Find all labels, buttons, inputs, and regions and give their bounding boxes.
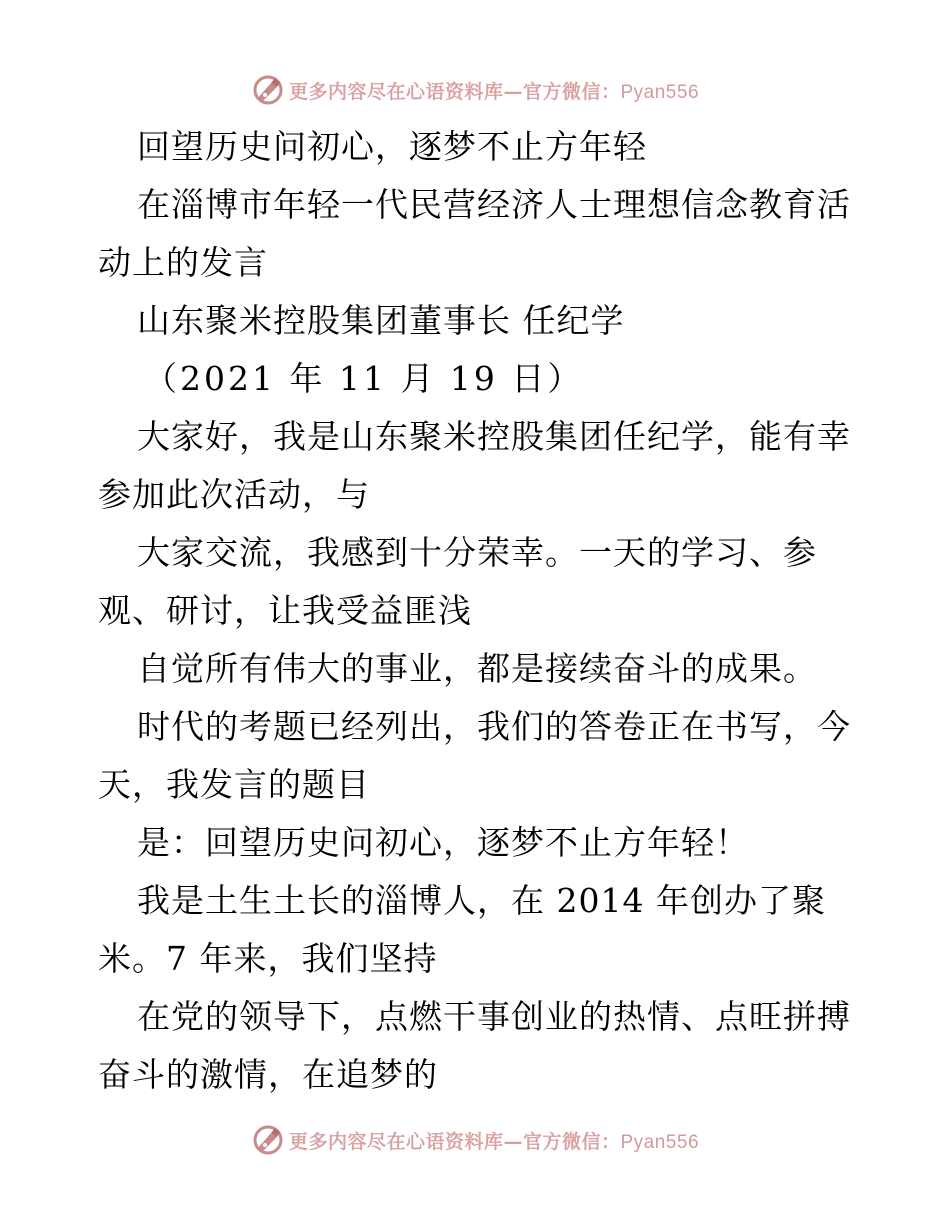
pen-logo-icon — [251, 1123, 285, 1157]
paragraph-line: 我是土生土长的淄博人，在 2014 年创办了聚 — [137, 881, 826, 920]
paragraph-line: 时代的考题已经列出，我们的答卷正在书写，今 — [137, 707, 851, 746]
paragraph-line: 在党的领导下，点燃干事创业的热情、点旺拼搏 — [137, 997, 851, 1036]
paragraph-line: 天，我发言的题目 — [98, 765, 370, 804]
watermark-text: 更多内容尽在心语资料库—官方微信： — [288, 1130, 621, 1153]
document-title: 回望历史问初心，逐梦不止方年轻 — [137, 127, 647, 166]
header-watermark — [0, 70, 950, 110]
paragraph-line: 奋斗的激情，在追梦的 — [98, 1055, 438, 1094]
paragraph-line: 米。7 年来，我们坚持 — [98, 939, 438, 978]
paragraph-line: 是：回望历史问初心，逐梦不止方年轻！ — [137, 823, 749, 862]
paragraph-line: 大家交流，我感到十分荣幸。一天的学习、参 — [137, 533, 817, 572]
footer-watermark — [0, 1120, 950, 1160]
pen-logo-icon — [251, 73, 285, 107]
document-subtitle-line: 动上的发言 — [98, 243, 268, 282]
paragraph-line: 参加此次活动，与 — [98, 475, 370, 514]
watermark-wechat-id: Pyan556 — [620, 81, 700, 103]
document-author: 山东聚米控股集团董事长 任纪学 — [137, 301, 625, 340]
paragraph-line: 大家好，我是山东聚米控股集团任纪学，能有幸 — [137, 417, 851, 456]
document-body — [98, 118, 858, 1104]
document-subtitle-line: 在淄博市年轻一代民营经济人士理想信念教育活 — [137, 185, 851, 224]
watermark-wechat-id: Pyan556 — [620, 1131, 700, 1153]
paragraph-line: 自觉所有伟大的事业，都是接续奋斗的成果。 — [137, 649, 817, 688]
document-date: （2021 年 11 月 19 日） — [144, 359, 584, 398]
paragraph-line: 观、研讨，让我受益匪浅 — [98, 591, 472, 630]
watermark-text: 更多内容尽在心语资料库—官方微信： — [288, 80, 621, 103]
